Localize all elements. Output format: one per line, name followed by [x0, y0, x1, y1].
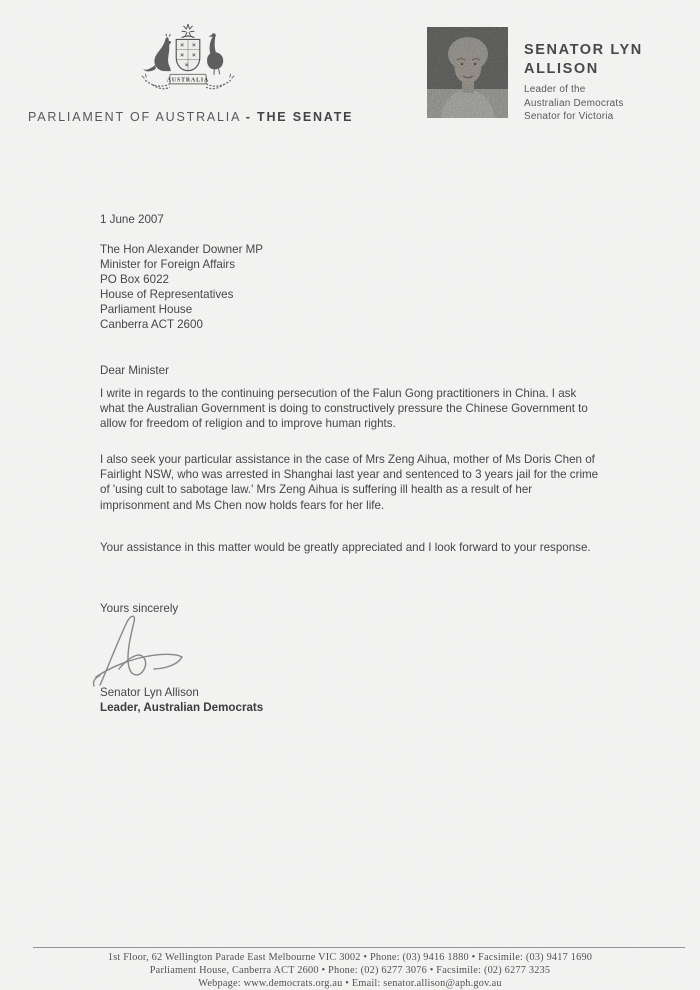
closing-salutation: Yours sincerely	[100, 602, 179, 615]
handwritten-signature	[92, 611, 196, 689]
paragraph-1: I write in regards to the continuing persecution of the Falun Gong practitioners in China. I ask what the Australian Government is doing to constructively pressure the Chinese Government to allow for freedom of religion and to improve human rights.	[100, 387, 588, 431]
recipient-line: PO Box 6022	[100, 273, 169, 286]
senator-portrait-photo	[427, 27, 508, 118]
senator-title-line1: Leader of the	[524, 84, 586, 95]
org-line-bold: - THE SENATE	[245, 110, 354, 124]
org-line-light: PARLIAMENT OF AUSTRALIA	[28, 110, 241, 124]
recipient-line: Minister for Foreign Affairs	[100, 258, 236, 271]
commonwealth-star-icon	[182, 24, 195, 38]
footer-line-3: Webpage: www.democrats.org.au • Email: senator.allison@aph.gov.au	[198, 978, 502, 989]
recipient-line: The Hon Alexander Downer MP	[100, 243, 264, 256]
crest-caption: AUSTRALIA	[166, 77, 210, 84]
australia-banner	[167, 74, 209, 84]
kangaroo-icon	[143, 34, 171, 72]
footer-line-1: 1st Floor, 62 Wellington Parade East Melbourne VIC 3002 • Phone: (03) 9416 1880 • Facsimile: (03) 9417 1690	[107, 952, 593, 963]
senator-title-line3: Senator for Victoria	[524, 111, 614, 122]
australian-coat-of-arms-icon	[138, 24, 238, 102]
senator-name-line1: SENATOR LYN	[524, 42, 643, 58]
letterhead-org-line	[28, 110, 353, 124]
senator-identity-block	[524, 41, 684, 124]
recipient-line: Parliament House	[100, 303, 193, 316]
emu-icon	[207, 33, 223, 69]
recipient-address-block	[100, 242, 263, 332]
footer-contact-block	[0, 951, 700, 990]
paragraph-3: Your assistance in this matter would be greatly appreciated and I look forward to your response.	[100, 541, 591, 554]
recipient-line: House of Representatives	[100, 288, 234, 301]
footer-line-2: Parliament House, Canberra ACT 2600 • Phone: (02) 6277 3076 • Facsimile: (02) 6277 3235	[149, 965, 551, 976]
senator-name-line2: ALLISON	[524, 61, 599, 77]
shield-icon	[176, 39, 200, 70]
footer-divider	[33, 947, 685, 948]
signatory-name: Senator Lyn Allison	[100, 686, 199, 699]
senator-title-line2: Australian Democrats	[524, 97, 624, 109]
paragraph-2: I also seek your particular assistance in the case of Mrs Zeng Aihua, mother of Ms Doris Chen of Fairlight NSW, who was arrested in Shanghai last year and sentenced to 3 years jail for the crime of 'using cult to sabotage law.' Mrs Zeng Aihua is suffering ill health as a result of her imprisonment and Ms Chen now holds fears for her life.	[100, 453, 599, 512]
letter-date: 1 June 2007	[100, 213, 164, 226]
recipient-line: Canberra ACT 2600	[100, 318, 203, 331]
signatory-title: Leader, Australian Democrats	[100, 701, 264, 714]
salutation: Dear Minister	[100, 364, 169, 377]
